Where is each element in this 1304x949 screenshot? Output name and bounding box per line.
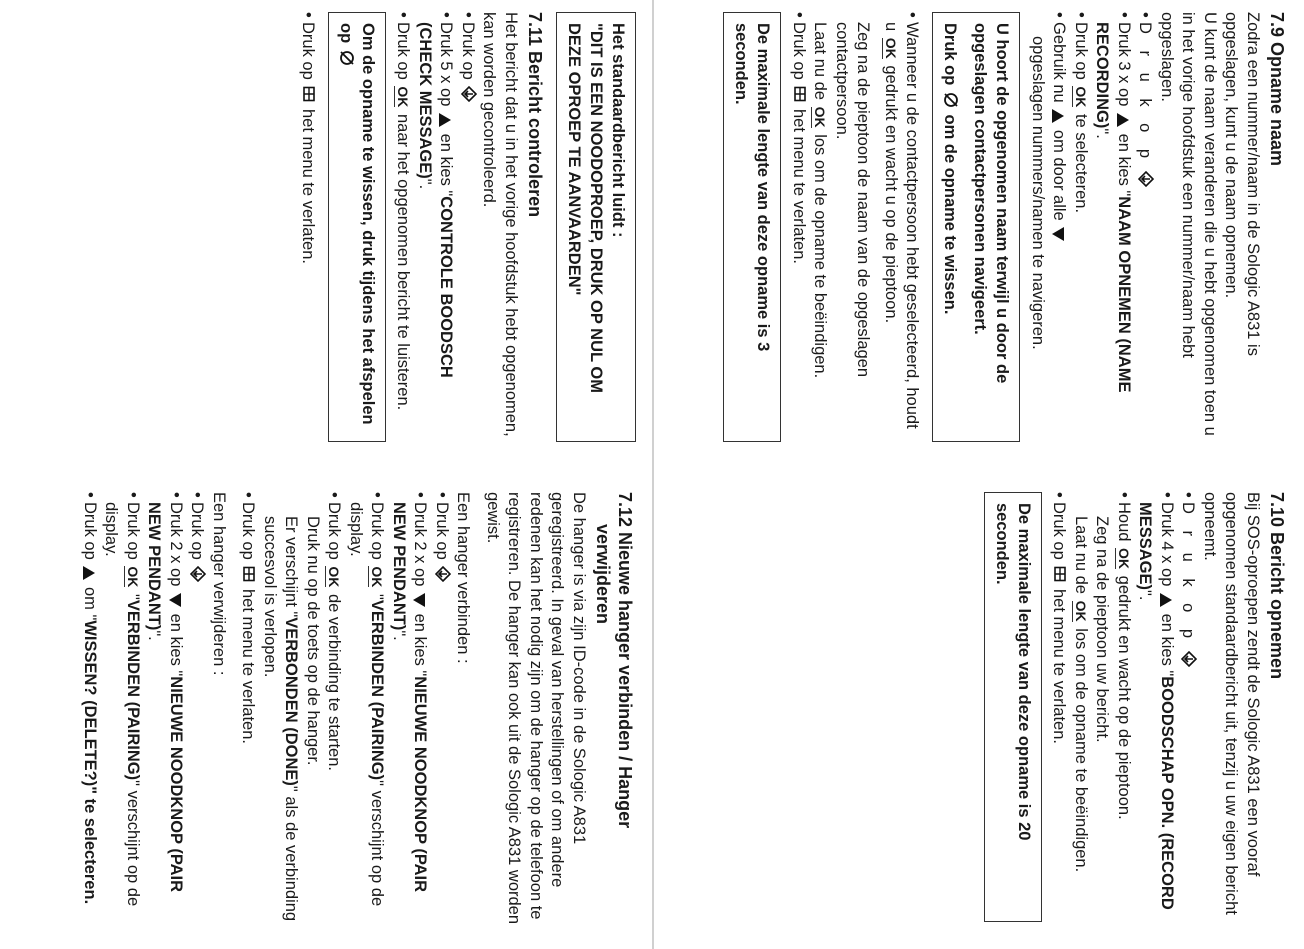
ok-key-icon: OK [1073, 600, 1089, 622]
list-item: • Druk 3 x op en kies "NAAM OPNEMEN (NAME RECORDING)". [1091, 12, 1134, 442]
list-item: • Druk op OK "VERBINDEN (PAIRING)" verschijnt op de display. [100, 492, 143, 932]
note-box: De maximale lengte van deze opname is 20 seconden. [984, 492, 1042, 922]
list-item: • Druk 2 x op en kies "NIEUWE NOODKNOP (PAIR NEW PENDANT)". [388, 492, 431, 932]
paragraph: Het bericht dat u in het vorige hoofdstuk hebt opgenomen, kan worden gecontroleerd. [480, 12, 520, 437]
triangle-down-icon [414, 593, 426, 607]
list-item: • Wanneer u de contactpersoon hebt geselecteerd, houdt u OK gedrukt en wacht u op de pieptoon. Zeg na de pieptoon de naam van de opgeslagen contactpersoon. Laat nu de OK los om de opname te beëindigen. [809, 12, 923, 442]
list-item: • Druk op het menu te verlaten. [1048, 492, 1070, 922]
nav-arrow-icon [191, 566, 207, 582]
manual-page-2 [2, 0, 652, 949]
triangle-up-icon [1053, 109, 1065, 123]
triangle-up-icon [1117, 113, 1129, 127]
column-7-10 [974, 492, 1292, 922]
note-box: U hoort de opgenomen naam terwijl u door de opgeslagen contactpersonen navigeert. Druk op om de opname te wissen. [933, 12, 1021, 442]
paragraph: U kunt de naam veranderen die u hebt opgenomen toen u in het vorige hoofdstuk een nummer/naam hebt opgeslagen. [1158, 12, 1219, 436]
ok-key-icon: OK [812, 106, 829, 128]
triangle-up-icon [440, 113, 452, 127]
nav-arrow-icon [1139, 171, 1155, 187]
column-7-12 [79, 492, 641, 932]
list-item: • Druk op OK "VERBINDEN (PAIRING)" verschijnt op de display. [345, 492, 388, 932]
ok-key-icon: OK [883, 37, 899, 59]
nav-arrow-icon [461, 86, 477, 102]
list-item: • Druk op [431, 492, 453, 932]
list-item: • Druk op OK de verbinding te starten. Druk nu op de toets op de hanger. Er verschijnt "VERBONDEN (DONE)" als de verbinding succesvol is verlopen. [259, 492, 345, 932]
list-item: • Druk op het menu te verlaten. [297, 12, 319, 442]
standard-message-box: Het standaardbericht luidt : "DIT IS EEN NOODOPROEP, DRUK OP NUL OM DEZE OPROEP TE AANVAARDEN" [556, 12, 636, 442]
section-title-7-11: 7.11 Bericht controleren [525, 12, 545, 218]
note-box: Om de opname te wissen, druk tijdens het afspelen op [328, 12, 386, 442]
subheading: Een hanger verbinden : [454, 492, 473, 664]
steps-list [297, 12, 319, 442]
menu-icon [301, 86, 317, 102]
ok-key-icon: OK [326, 566, 343, 588]
menu-icon [242, 566, 258, 582]
note-box: De maximale lengte van deze opname is 3 seconden. [724, 12, 782, 442]
column-7-11 [297, 12, 641, 442]
column-7-9 [714, 12, 1293, 442]
steps-list [392, 12, 478, 442]
nav-arrow-icon [435, 566, 451, 582]
ok-key-icon: OK [369, 566, 386, 588]
steps-list [1027, 12, 1156, 442]
paragraph: De hanger is via zijn ID-code in de Sologic A831 geregistreerd. In geval van herstellingen of om andere redenen kan het nodig zijn om de hanger op de telefoon te registreren. De hanger kan ook uit de Sologic A831 worden gewist. [484, 492, 588, 925]
list-item: • Houd OK gedrukt en wacht op de pieptoon. Zeg na de pieptoon uw bericht. Laat nu de OK los om de opname te beëindigen. [1070, 492, 1135, 922]
list-item: • D r u k o p [1177, 492, 1199, 922]
ok-key-icon: OK [125, 566, 141, 588]
paragraph: Zodra een nummer/naam in de Sologic A831 is opgeslagen, kunt u de naam opnemen. [1222, 12, 1262, 356]
menu-icon [1053, 566, 1069, 582]
ok-key-icon: OK [1073, 86, 1089, 108]
manual-page-1 [654, 0, 1304, 949]
delete-symbol-icon [944, 92, 960, 108]
steps-list [237, 492, 452, 932]
list-item: • Druk op OK naar het opgenomen bericht te luisteren. [392, 12, 414, 442]
ok-key-icon: OK [395, 86, 412, 108]
triangle-up-icon [83, 566, 95, 580]
list-item: • Druk 4 x op en kies "BOODSCHAP OPN. (RECORD MESSAGE)". [1134, 492, 1177, 922]
list-item: • Druk op om "WISSEN? (DELETE?)" te selecteren. [79, 492, 101, 932]
list-item: • Druk op [457, 12, 479, 442]
list-item: • Druk 5 x op en kies "CONTROLE BOODSCH (CHECK MESSAGE)". [414, 12, 457, 442]
ok-key-icon: OK [1116, 548, 1132, 570]
paragraph: Bij SOS-oproepen zendt de Sologic A831 een vooraf opgenomen standaardbericht uit, tenzij u uw eigen bericht opneemt. [1201, 492, 1262, 915]
steps-list [79, 492, 208, 932]
page-divider [652, 0, 654, 949]
triangle-down-icon [169, 593, 181, 607]
section-title-7-9: 7.9 Opname naam [1267, 12, 1287, 167]
section-title-7-12: 7.12 Nieuwe hanger verbinden / Hanger verwijderen [593, 492, 635, 829]
list-item: • Druk op OK te selecteren. [1070, 12, 1092, 442]
list-item: • D r u k o p [1134, 12, 1156, 442]
list-item: • Druk op het menu te verlaten. [788, 12, 810, 442]
menu-icon [792, 86, 808, 102]
list-item: • Druk 2 x op en kies "NIEUWE NOODKNOP (PAIR NEW PENDANT)". [143, 492, 186, 932]
delete-symbol-icon [339, 50, 355, 66]
steps-list [1048, 492, 1199, 922]
nav-arrow-icon [1182, 651, 1198, 667]
triangle-up-icon [1160, 593, 1172, 607]
list-item: • Druk op [186, 492, 208, 932]
triangle-down-icon [1053, 227, 1065, 241]
steps-list [788, 12, 923, 442]
subheading: Een hanger verwijderen : [210, 492, 228, 676]
section-title-7-10: 7.10 Bericht opnemen [1267, 492, 1287, 680]
list-item: • Druk op het menu te verlaten. [237, 492, 259, 932]
list-item: • Gebruik nu om door alle opgeslagen nummers/namen te navigeren. [1027, 12, 1070, 442]
